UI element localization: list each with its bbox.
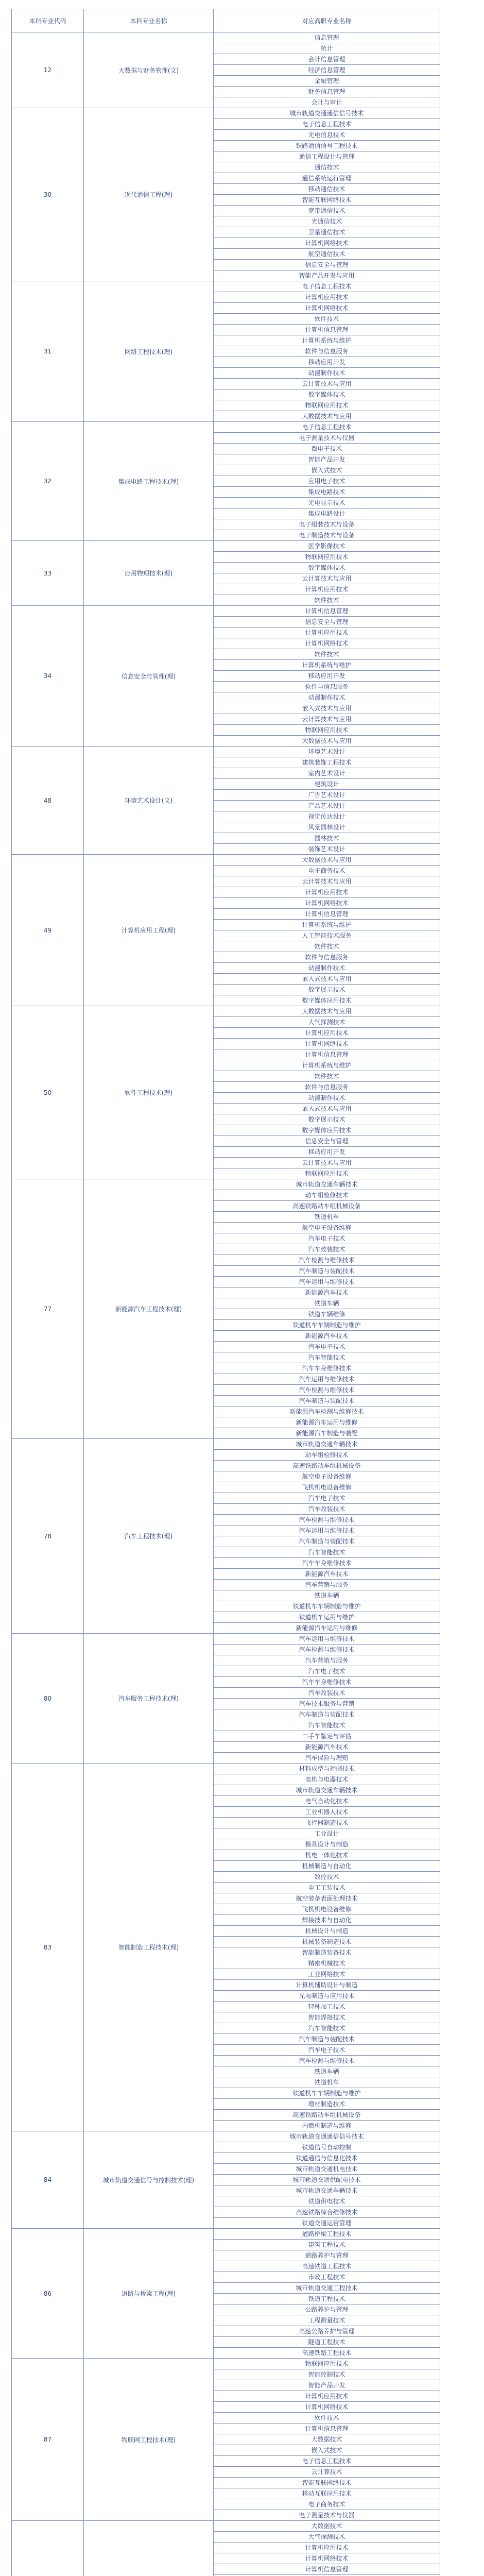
table-row: [12, 422, 440, 433]
vocational-name-cell: 计算机信息管理: [214, 909, 440, 920]
vocational-name-cell: 特种加工技术: [214, 2002, 440, 2012]
undergrad-code-cell: 48: [12, 747, 84, 855]
vocational-name-cell: 工业机器人技术: [214, 1807, 440, 1818]
vocational-name-cell: 软件技术: [214, 1071, 440, 1082]
vocational-name-cell: 计算机辅助设计与制造: [214, 1980, 440, 1991]
vocational-name-cell: 光电显示技术: [214, 498, 440, 509]
vocational-name-cell: 物联网应用技术: [214, 1168, 440, 1179]
vocational-name-cell: 智能产品开发与应用: [214, 270, 440, 281]
vocational-name-cell: 飞机机电设备维修: [214, 1482, 440, 1493]
vocational-name-cell: 计算机应用技术: [214, 628, 440, 638]
table-row: [12, 2131, 440, 2142]
header-undergrad-name: 本科专业名称: [84, 9, 214, 32]
vocational-name-cell: 城市轨道交通车辆技术: [214, 1785, 440, 1796]
undergrad-code-cell: 83: [12, 1764, 84, 2131]
undergrad-name-cell: 道路与桥梁工程(理): [84, 2229, 214, 2359]
vocational-name-cell: 计算机应用技术: [214, 584, 440, 595]
vocational-name-cell: 航空电子设备维修: [214, 1223, 440, 1233]
vocational-name-cell: 铁道通信与信息化技术: [214, 2153, 440, 2164]
vocational-name-cell: 电工工装技术: [214, 1883, 440, 1893]
vocational-name-cell: 汽车电子技术: [214, 2045, 440, 2056]
vocational-name-cell: 机械装备制造技术: [214, 1937, 440, 1947]
undergrad-code-cell: 84: [12, 2131, 84, 2229]
vocational-name-cell: 嵌入式技术: [214, 2445, 440, 2456]
vocational-name-cell: 汽车智能技术: [214, 1720, 440, 1731]
vocational-name-cell: 电子信息工程技术: [214, 422, 440, 433]
table-body: [12, 32, 440, 2576]
vocational-name-cell: 隧道工程技术: [214, 2337, 440, 2348]
vocational-name-cell: 汽车检测与维修技术: [214, 1255, 440, 1266]
vocational-name-cell: 汽车改装技术: [214, 1244, 440, 1255]
vocational-name-cell: 云计算技术与应用: [214, 379, 440, 389]
table-row: [12, 1006, 440, 1017]
undergrad-code-cell: 34: [12, 606, 84, 747]
vocational-name-cell: 计算机系统与维护: [214, 660, 440, 671]
vocational-name-cell: 软件与信息服务: [214, 952, 440, 963]
vocational-name-cell: 汽车运用与维修技术: [214, 1526, 440, 1536]
vocational-name-cell: 通信系统运行管理: [214, 173, 440, 184]
vocational-name-cell: 汽车智能技术: [214, 1547, 440, 1558]
vocational-name-cell: 铁道机车运用与维护: [214, 1612, 440, 1623]
vocational-name-cell: 视觉传达设计: [214, 811, 440, 822]
vocational-name-cell: 工业设计: [214, 1828, 440, 1839]
vocational-name-cell: 大数据技术与应用: [214, 736, 440, 747]
vocational-name-cell: 汽车电子技术: [214, 1666, 440, 1677]
undergrad-code-cell: [12, 2521, 84, 2576]
vocational-name-cell: 模具设计与制造: [214, 1839, 440, 1850]
table-row: [12, 2229, 440, 2240]
vocational-name-cell: 道路养护与管理: [214, 2250, 440, 2261]
vocational-name-cell: 智能互联网络技术: [214, 2478, 440, 2488]
vocational-name-cell: 智能制造装备技术: [214, 1947, 440, 1958]
vocational-name-cell: 微电子技术: [214, 444, 440, 454]
undergrad-name-cell: 网络工程技术(理): [84, 281, 214, 422]
vocational-name-cell: 汽车营销与服务: [214, 1655, 440, 1666]
vocational-name-cell: 工业网络技术: [214, 1969, 440, 1980]
table-header-row: [12, 9, 440, 32]
vocational-name-cell: 大数据技术与应用: [214, 855, 440, 866]
vocational-name-cell: 高速公路养护与管理: [214, 2326, 440, 2337]
vocational-name-cell: 电子制造技术与设备: [214, 530, 440, 541]
vocational-name-cell: 汽车检测与维修技术: [214, 1515, 440, 1526]
vocational-name-cell: 计算机应用技术: [214, 2391, 440, 2402]
vocational-name-cell: 云计算技术与应用: [214, 714, 440, 725]
vocational-name-cell: 汽车制造与装配技术: [214, 2034, 440, 2045]
vocational-name-cell: 高速铁路工程技术: [214, 2348, 440, 2359]
vocational-name-cell: 汽车电子技术: [214, 1493, 440, 1504]
vocational-name-cell: 高速铁路动车组机械设备: [214, 1201, 440, 1212]
undergrad-code-cell: 30: [12, 108, 84, 281]
vocational-name-cell: 城市轨道交通机电技术: [214, 2164, 440, 2175]
vocational-name-cell: 环境艺术设计: [214, 747, 440, 757]
vocational-name-cell: 新能源汽车制造与装配: [214, 1428, 440, 1439]
vocational-name-cell: 动漫制作技术: [214, 963, 440, 974]
vocational-name-cell: 软件技术: [214, 314, 440, 325]
vocational-name-cell: 城市轨道交通通信信号技术: [214, 2131, 440, 2142]
vocational-name-cell: 新能源汽车运用与维修: [214, 1623, 440, 1634]
vocational-name-cell: 汽车运用与维修技术: [214, 1374, 440, 1385]
undergrad-code-cell: 78: [12, 1439, 84, 1634]
vocational-name-cell: 大数据技术: [214, 2521, 440, 2532]
vocational-name-cell: 数字展示技术: [214, 1114, 440, 1125]
vocational-name-cell: 汽车制造与装配技术: [214, 1266, 440, 1277]
vocational-name-cell: 信息安全与管理: [214, 1136, 440, 1147]
vocational-name-cell: 物联网应用技术: [214, 2359, 440, 2369]
undergrad-name-cell: 环境艺术设计(文): [84, 747, 214, 855]
vocational-name-cell: 焊接技术与自动化: [214, 1915, 440, 1926]
vocational-name-cell: 汽车电子技术: [214, 1233, 440, 1244]
vocational-name-cell: 机电一体化技术: [214, 1850, 440, 1861]
undergrad-code-cell: 32: [12, 422, 84, 541]
vocational-name-cell: 新能源汽车运用与维修: [214, 1417, 440, 1428]
vocational-name-cell: 汽车制造与装配技术: [214, 1536, 440, 1547]
vocational-name-cell: 铁道交通运营管理: [214, 2218, 440, 2229]
vocational-name-cell: 汽车车身维修技术: [214, 1677, 440, 1688]
vocational-name-cell: 智能互联网络技术: [214, 195, 440, 206]
vocational-name-cell: 通信技术: [214, 162, 440, 173]
vocational-name-cell: 数字媒体技术: [214, 389, 440, 400]
vocational-name-cell: 计算机系统与维护: [214, 1060, 440, 1071]
vocational-name-cell: 数字展示技术: [214, 985, 440, 995]
vocational-name-cell: 光电信息技术: [214, 130, 440, 141]
vocational-name-cell: 软件与信息服务: [214, 1082, 440, 1093]
vocational-name-cell: 高速铁路动车组机械设备: [214, 1461, 440, 1471]
vocational-name-cell: 电子测量技术与仪器: [214, 2510, 440, 2521]
vocational-name-cell: 移动互联应用技术: [214, 2488, 440, 2499]
undergrad-name-cell: 软件工程技术(理): [84, 1006, 214, 1179]
undergrad-name-cell: 新能源汽车工程技术(理): [84, 1179, 214, 1439]
vocational-name-cell: 航空电子设备维修: [214, 1471, 440, 1482]
header-vocational-name: 对应高职专业名称: [214, 9, 440, 32]
vocational-name-cell: 移动应用开发: [214, 357, 440, 368]
vocational-name-cell: 汽车改装技术: [214, 1504, 440, 1515]
vocational-name-cell: 汽车车身维修技术: [214, 1363, 440, 1374]
vocational-name-cell: 医学影像技术: [214, 541, 440, 552]
undergrad-code-cell: 49: [12, 855, 84, 1006]
vocational-name-cell: 计算机网络技术: [214, 238, 440, 249]
vocational-name-cell: 电子信息工程技术: [214, 281, 440, 292]
vocational-name-cell: 建筑装饰工程技术: [214, 757, 440, 768]
vocational-name-cell: 大气探测技术: [214, 2532, 440, 2543]
vocational-name-cell: 软件技术: [214, 595, 440, 606]
table-row: [12, 1439, 440, 1450]
vocational-name-cell: 增材制造技术: [214, 2099, 440, 2110]
vocational-name-cell: 嵌入式技术与应用: [214, 703, 440, 714]
vocational-name-cell: 汽车运用与维修技术: [214, 1634, 440, 1645]
vocational-name-cell: 道路桥梁工程技术: [214, 2229, 440, 2240]
vocational-name-cell: 电机与电器技术: [214, 1774, 440, 1785]
table-row: [12, 1764, 440, 1774]
vocational-name-cell: 嵌入式技术: [214, 465, 440, 476]
vocational-name-cell: 汽车检测与维修技术: [214, 2056, 440, 2066]
vocational-name-cell: 新能源汽车技术: [214, 1287, 440, 1298]
table-row: [12, 281, 440, 292]
undergrad-name-cell: 汽车工程技术(理): [84, 1439, 214, 1634]
vocational-name-cell: 汽车技术服务与营销: [214, 1699, 440, 1709]
vocational-name-cell: 汽车智能技术: [214, 1352, 440, 1363]
vocational-name-cell: 通信工程设计与管理: [214, 151, 440, 162]
vocational-name-cell: 新能源汽车技术: [214, 1742, 440, 1753]
vocational-name-cell: 电子商务技术: [214, 866, 440, 876]
table-row: [12, 1634, 440, 1645]
vocational-name-cell: 汽车保险与理赔: [214, 1753, 440, 1764]
vocational-name-cell: 城市轨道交通供配电技术: [214, 2175, 440, 2185]
vocational-name-cell: 信息安全与管理: [214, 260, 440, 270]
table-row: [12, 32, 440, 43]
undergrad-name-cell: 计算机应用工程(理): [84, 855, 214, 1006]
table-row: [12, 855, 440, 866]
vocational-name-cell: 光通信技术: [214, 216, 440, 227]
header-undergrad-code: 本科专业代码: [12, 9, 84, 32]
table-row: [12, 606, 440, 617]
vocational-name-cell: 汽车改装技术: [214, 1688, 440, 1699]
vocational-name-cell: 高速铁路综合维修技术: [214, 2207, 440, 2218]
vocational-name-cell: 会计与审计: [214, 97, 440, 108]
undergrad-name-cell: 集成电路工程技术(理): [84, 422, 214, 541]
vocational-name-cell: 新能源汽车检测与维修技术: [214, 1406, 440, 1417]
undergrad-code-cell: 77: [12, 1179, 84, 1439]
vocational-name-cell: 市政工程技术: [214, 2272, 440, 2283]
vocational-name-cell: 铁道工程技术: [214, 2294, 440, 2304]
vocational-name-cell: 电子测量技术与仪器: [214, 433, 440, 444]
vocational-name-cell: 集成电路技术: [214, 487, 440, 498]
vocational-name-cell: 计算机网络技术: [214, 2553, 440, 2564]
major-correspondence-table: [11, 9, 440, 2576]
vocational-name-cell: 风景园林设计: [214, 822, 440, 833]
vocational-name-cell: 铁道供电技术: [214, 2196, 440, 2207]
vocational-name-cell: 嵌入式技术与应用: [214, 1104, 440, 1114]
vocational-name-cell: 云计算技术与应用: [214, 1158, 440, 1168]
vocational-name-cell: 计算机信息管理: [214, 325, 440, 335]
vocational-name-cell: 移动通信技术: [214, 184, 440, 195]
undergrad-name-cell: 信息安全与管理(理): [84, 606, 214, 747]
undergrad-name-cell: 物联网工程技术(理): [84, 2359, 214, 2521]
vocational-name-cell: 云计算技术与应用: [214, 573, 440, 584]
vocational-name-cell: 动车组检修技术: [214, 1450, 440, 1461]
vocational-name-cell: 智能控制技术: [214, 2369, 440, 2380]
vocational-name-cell: 统计: [214, 43, 440, 54]
vocational-name-cell: 动车组检修技术: [214, 1190, 440, 1201]
vocational-name-cell: 云计算技术与应用: [214, 876, 440, 887]
vocational-name-cell: 电气自动化技术: [214, 1796, 440, 1807]
undergrad-name-cell: 智能制造工程技术(理): [84, 1764, 214, 2131]
vocational-name-cell: 信息管理: [214, 32, 440, 43]
vocational-name-cell: 计算机应用技术: [214, 2543, 440, 2553]
vocational-name-cell: 计算机信息管理: [214, 1049, 440, 1060]
vocational-name-cell: 集成电路设计: [214, 509, 440, 519]
vocational-name-cell: 铁道机车车辆制造与维护: [214, 1320, 440, 1331]
vocational-name-cell: 航空通信技术: [214, 249, 440, 260]
vocational-name-cell: 铁道车辆: [214, 1590, 440, 1601]
vocational-name-cell: 软件与信息服务: [214, 346, 440, 357]
vocational-name-cell: 航空装备表面处理技术: [214, 1893, 440, 1904]
undergrad-name-cell: 大数据与财务管理(文): [84, 32, 214, 108]
vocational-name-cell: 铁道车辆: [214, 1298, 440, 1309]
undergrad-code-cell: 12: [12, 32, 84, 108]
vocational-name-cell: 汽车制造与装配技术: [214, 1396, 440, 1406]
vocational-name-cell: 汽车营销与服务: [214, 1580, 440, 1590]
table-row: [12, 747, 440, 757]
undergrad-code-cell: 33: [12, 541, 84, 606]
table-row: [12, 1179, 440, 1190]
vocational-name-cell: 城市轨道交通车辆技术: [214, 2185, 440, 2196]
vocational-name-cell: 汽车车身维修技术: [214, 1558, 440, 1569]
vocational-name-cell: 园林技术: [214, 833, 440, 844]
vocational-name-cell: 新能源汽车技术: [214, 1331, 440, 1342]
vocational-name-cell: 计算机信息管理: [214, 606, 440, 617]
undergrad-code-cell: 86: [12, 2229, 84, 2359]
vocational-name-cell: 计算机信息管理: [214, 2564, 440, 2575]
undergrad-name-cell: 城市轨道交通信号与控制技术(理): [84, 2131, 214, 2229]
vocational-name-cell: 计算机应用技术: [214, 1028, 440, 1039]
table-row: [12, 2521, 440, 2532]
undergrad-code-cell: 50: [12, 1006, 84, 1179]
table-row: [12, 541, 440, 552]
vocational-name-cell: 动漫制作技术: [214, 1093, 440, 1104]
vocational-name-cell: 材料成型与控制技术: [214, 1764, 440, 1774]
vocational-name-cell: 计算机网络技术: [214, 303, 440, 314]
vocational-name-cell: 铁道车辆维修: [214, 1309, 440, 1320]
vocational-name-cell: 室内艺术设计: [214, 768, 440, 779]
vocational-name-cell: 新能源汽车技术: [214, 1569, 440, 1580]
vocational-name-cell: 计算机应用技术: [214, 292, 440, 303]
undergrad-code-cell: 80: [12, 1634, 84, 1764]
vocational-name-cell: 城市轨道交通工程技术: [214, 2283, 440, 2294]
vocational-name-cell: 城市轨道交通通信信号技术: [214, 108, 440, 119]
vocational-name-cell: 动漫制作技术: [214, 692, 440, 703]
vocational-name-cell: 汽车智能技术: [214, 2023, 440, 2034]
undergrad-name-cell: 应用物理技术(理): [84, 541, 214, 606]
vocational-name-cell: 电子信息工程技术: [214, 2456, 440, 2467]
vocational-name-cell: 大气探测技术: [214, 1017, 440, 1028]
undergrad-name-cell: 汽车服务工程技术(理): [84, 1634, 214, 1764]
undergrad-name-cell: 现代通信工程(理): [84, 108, 214, 281]
vocational-name-cell: 城市轨道交通车辆技术: [214, 1179, 440, 1190]
vocational-name-cell: 机械制造与自动化: [214, 1861, 440, 1872]
vocational-name-cell: 产品艺术设计: [214, 801, 440, 811]
vocational-name-cell: 宽带通信技术: [214, 206, 440, 216]
vocational-name-cell: 汽车电子技术: [214, 1342, 440, 1352]
vocational-name-cell: 计算机系统与维护: [214, 335, 440, 346]
vocational-name-cell: 移动应用开发: [214, 671, 440, 682]
vocational-name-cell: 电子商务技术: [214, 2499, 440, 2510]
vocational-name-cell: 云计算技术: [214, 2467, 440, 2478]
vocational-name-cell: 移动应用开发: [214, 1147, 440, 1158]
vocational-name-cell: 高速铁路动车组机械设备: [214, 2110, 440, 2121]
vocational-name-cell: 机械设计与制造: [214, 1926, 440, 1937]
vocational-name-cell: 动漫制作技术: [214, 368, 440, 379]
vocational-name-cell: 建筑工程技术: [214, 2240, 440, 2250]
vocational-name-cell: 计算机网络技术: [214, 2402, 440, 2413]
vocational-name-cell: 数字媒体应用技术: [214, 1125, 440, 1136]
vocational-name-cell: 汽车检测与维修技术: [214, 1385, 440, 1396]
vocational-name-cell: 物联网应用技术: [214, 725, 440, 736]
vocational-name-cell: 铁道信号自动控制: [214, 2142, 440, 2153]
vocational-name-cell: 汽车检测与维修技术: [214, 1645, 440, 1655]
table-row: [12, 108, 440, 119]
vocational-name-cell: 会计信息管理: [214, 54, 440, 65]
vocational-name-cell: 城市轨道交通车辆技术: [214, 1439, 440, 1450]
vocational-name-cell: 电子信息工程技术: [214, 119, 440, 130]
vocational-name-cell: 软件与信息服务: [214, 682, 440, 692]
vocational-name-cell: 铁路通信信号工程技术: [214, 141, 440, 151]
vocational-name-cell: 嵌入式技术与应用: [214, 974, 440, 985]
vocational-name-cell: 高速铁道工程技术: [214, 2261, 440, 2272]
vocational-name-cell: 数控技术: [214, 1872, 440, 1883]
table-row: [12, 2359, 440, 2369]
vocational-name-cell: 建筑设计: [214, 779, 440, 790]
vocational-name-cell: 电子组装技术与设备: [214, 519, 440, 530]
vocational-name-cell: 广告艺术设计: [214, 790, 440, 801]
vocational-name-cell: 物联网应用技术: [214, 552, 440, 563]
vocational-name-cell: 精密机械技术: [214, 1958, 440, 1969]
vocational-name-cell: 大数据技术: [214, 2434, 440, 2445]
vocational-name-cell: 计算机应用技术: [214, 887, 440, 898]
vocational-name-cell: 铁道机车: [214, 2077, 440, 2088]
vocational-name-cell: 汽车制造与装配技术: [214, 1709, 440, 1720]
vocational-name-cell: 计算机系统与维护: [214, 920, 440, 930]
vocational-name-cell: 大数据技术与应用: [214, 411, 440, 422]
vocational-name-cell: 金融管理: [214, 76, 440, 87]
vocational-name-cell: 飞机机电设备维修: [214, 1904, 440, 1915]
vocational-name-cell: 数字媒体应用技术: [214, 995, 440, 1006]
vocational-name-cell: 汽车运用与维修技术: [214, 1277, 440, 1287]
vocational-name-cell: 计算机网络技术: [214, 898, 440, 909]
vocational-name-cell: 财务信息管理: [214, 87, 440, 97]
vocational-name-cell: 软件技术: [214, 941, 440, 952]
undergrad-name-cell: [84, 2521, 214, 2576]
vocational-name-cell: 经济信息管理: [214, 65, 440, 76]
undergrad-code-cell: 87: [12, 2359, 84, 2521]
vocational-name-cell: 公路养护与管理: [214, 2304, 440, 2315]
vocational-name-cell: 应用电子技术: [214, 476, 440, 487]
vocational-name-cell: 数字媒体技术: [214, 563, 440, 573]
vocational-name-cell: 智能产品开发: [214, 454, 440, 465]
vocational-name-cell: 大数据技术与应用: [214, 1006, 440, 1017]
vocational-name-cell: 人工智能技术服务: [214, 930, 440, 941]
vocational-name-cell: 智能焊接技术: [214, 2012, 440, 2023]
vocational-name-cell: 计算机信息管理: [214, 2424, 440, 2434]
vocational-name-cell: 工程测量技术: [214, 2315, 440, 2326]
vocational-name-cell: 装饰艺术设计: [214, 844, 440, 855]
vocational-name-cell: 铁道机车车辆制造与维护: [214, 2088, 440, 2099]
vocational-name-cell: 计算机网络技术: [214, 638, 440, 649]
vocational-name-cell: 铁道机车车辆制造与维护: [214, 1601, 440, 1612]
vocational-name-cell: 卫星通信技术: [214, 227, 440, 238]
vocational-name-cell: 物联网应用技术: [214, 400, 440, 411]
vocational-name-cell: 二手车鉴定与评估: [214, 1731, 440, 1742]
vocational-name-cell: 软件技术: [214, 649, 440, 660]
vocational-name-cell: 智能产品开发: [214, 2380, 440, 2391]
vocational-name-cell: 软件技术: [214, 2413, 440, 2424]
vocational-name-cell: 光电制造与应用技术: [214, 1991, 440, 2002]
vocational-name-cell: 飞行器制造技术: [214, 1818, 440, 1828]
vocational-name-cell: 计算机网络技术: [214, 1039, 440, 1049]
vocational-name-cell: 铁道车辆: [214, 2066, 440, 2077]
vocational-name-cell: 内燃机制造与维修: [214, 2121, 440, 2131]
undergrad-code-cell: 31: [12, 281, 84, 422]
vocational-name-cell: 信息安全与管理: [214, 617, 440, 628]
vocational-name-cell: 铁道机车: [214, 1212, 440, 1223]
